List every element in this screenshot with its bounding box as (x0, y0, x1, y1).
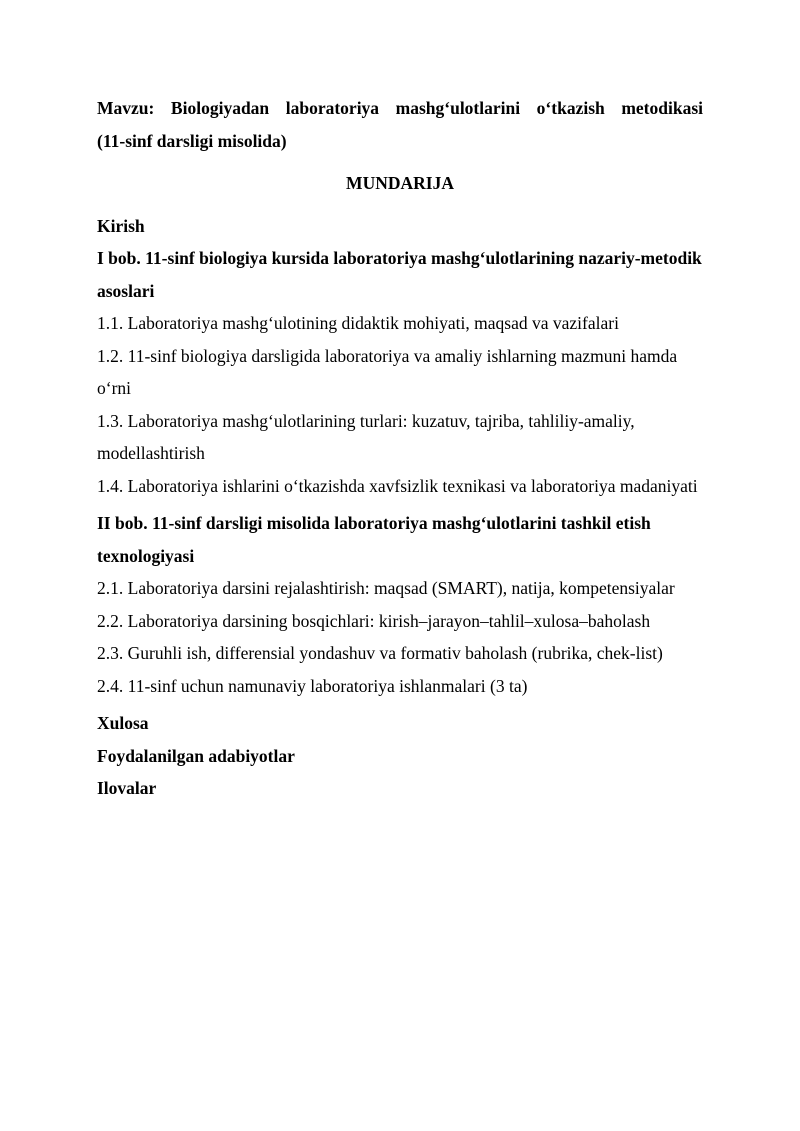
document-page (97, 92, 703, 805)
toc-section-1-1: 1.1. Laboratoriya mashg‘ulotining didaktik mohiyati, maqsad va vazifalari (97, 313, 619, 333)
toc-references: Foydalanilgan adabiyotlar (97, 745, 295, 766)
table-of-contents (97, 210, 703, 805)
toc-section-1-4: 1.4. Laboratoriya ishlarini o‘tkazishda xavfsizlik texnikasi va laboratoriya madaniyati (97, 475, 698, 496)
toc-conclusion: Xulosa (97, 713, 149, 733)
contents-heading: MUNDARIJA (346, 173, 454, 193)
toc-section-2-3: 2.3. Guruhli ish, differensial yondashuv va formativ baholash (rubrika, chek-list) (97, 643, 663, 663)
toc-chapter-2: II bob. 11-sinf darsligi misolida laboratoriya mashg‘ulotlarini tashkil etish texnologiyasi (97, 513, 651, 566)
toc-section-1-2: 1.2. 11-sinf biologiya darsligida laboratoriya va amaliy ishlarning mazmuni hamda o‘rni (97, 345, 678, 398)
toc-section-2-2: 2.2. Laboratoriya darsining bosqichlari: kirish–jarayon–tahlil–xulosa–baholash (97, 610, 651, 631)
toc-section-2-4: 2.4. 11-sinf uchun namunaviy laboratoriya ishlanmalari (3 ta) (97, 675, 528, 696)
document-title (97, 92, 703, 157)
toc-section-2-1: 2.1. Laboratoriya darsini rejalashtirish: maqsad (SMART), natija, kompetensiyalar (97, 578, 675, 598)
toc-section-1-3: 1.3. Laboratoriya mashg‘ulotlarining turlari: kuzatuv, tajriba, tahliliy-amaliy, modellashtirish (97, 410, 635, 463)
toc-intro: Kirish (97, 215, 145, 236)
title-line-1: Mavzu: Biologiyadan laboratoriya mashg‘ulotlarini o‘tkazish metodikasi (97, 98, 703, 118)
toc-appendices: Ilovalar (97, 778, 157, 798)
title-line-2: (11-sinf darsligi misolida) (97, 130, 287, 151)
toc-chapter-1: I bob. 11-sinf biologiya kursida laboratoriya mashg‘ulotlarining nazariy-metodik asoslari (97, 248, 702, 301)
